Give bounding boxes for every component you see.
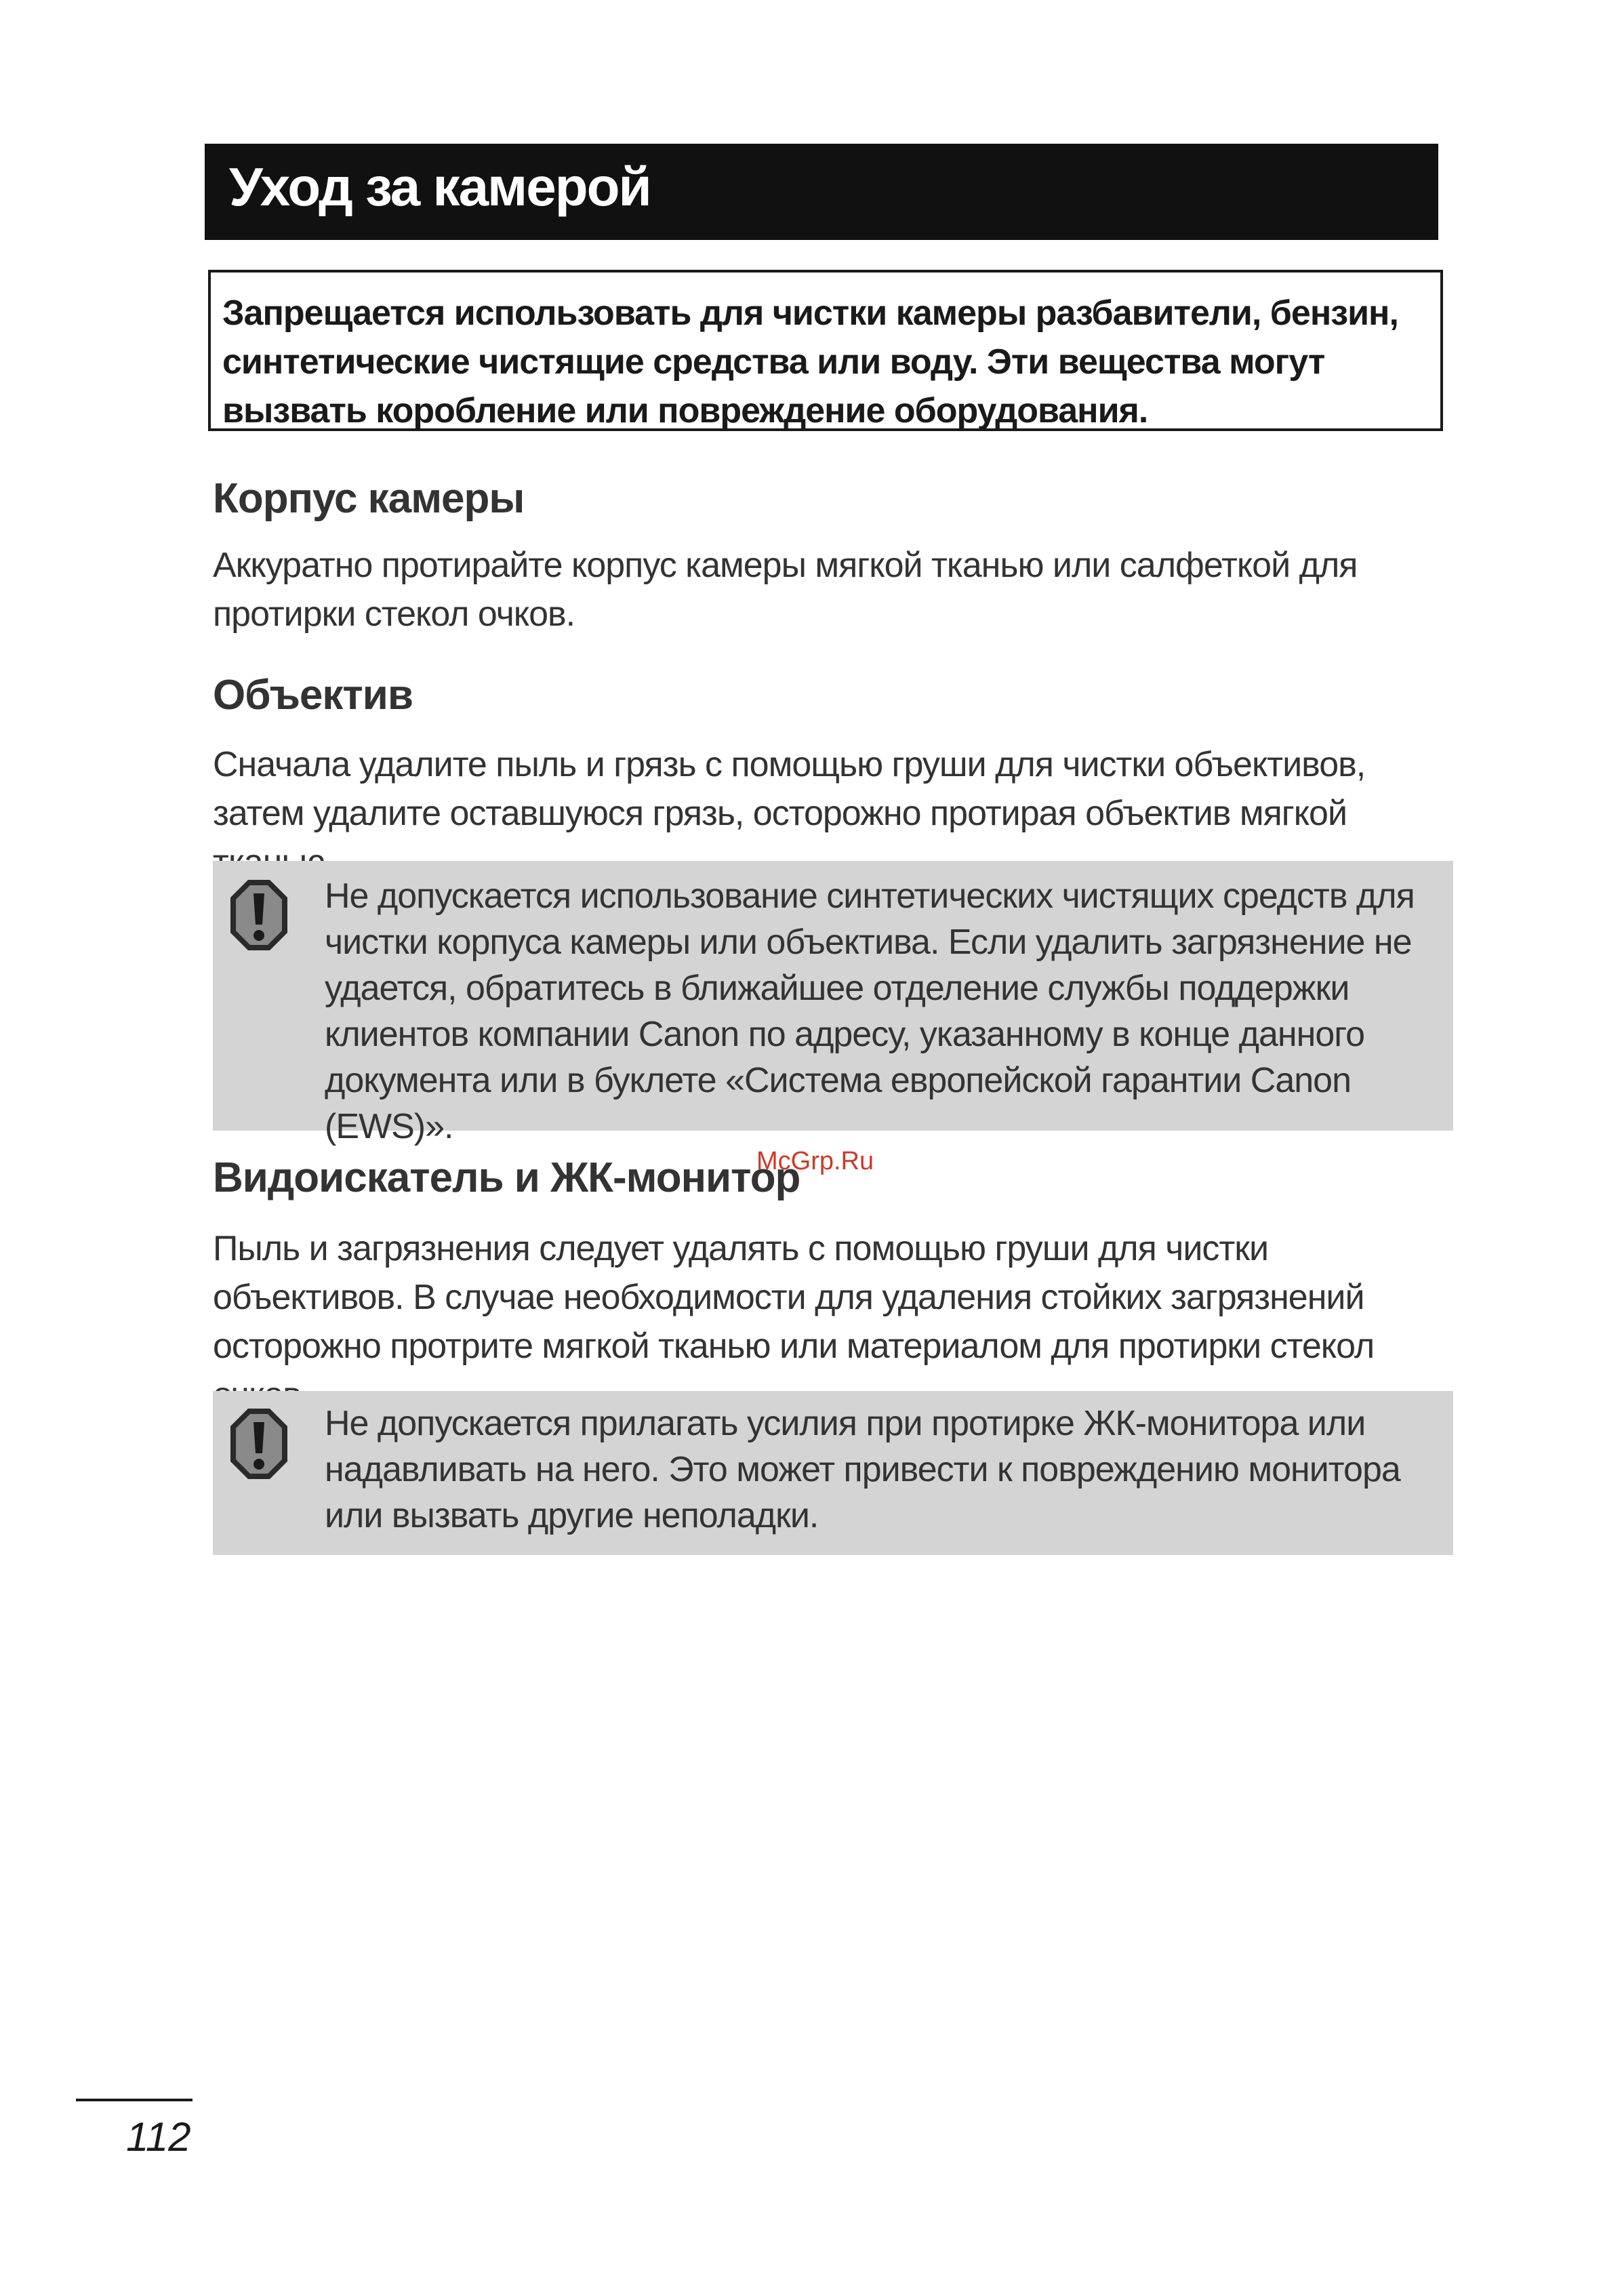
watermark: McGrp.Ru xyxy=(756,1147,874,1175)
section-heading-lens: Объектив xyxy=(213,672,413,719)
page-title-bar xyxy=(205,144,1438,240)
section-text-viewfinder-lcd: Пыль и загрязнения следует удалять с помощью груши для чистки объективов. В случае необходимости для удаления стойких загрязнений осторожно протрите мягкой тканью или материалом для протирки стекол xyxy=(213,1229,1375,1366)
caution-exclamation-icon xyxy=(228,1406,290,1482)
caution-text-lens: Не допускается использование синтетических чистящих средств для чистки корпуса камеры или объектива. Если удалить загрязнение не удается, обратитесь в ближайшее отделение службы поддержки клиентов компании Canon по адресу, указанному в конце данного документа или в буклете «Система европейской гарантии Canon (EWS)». xyxy=(325,876,1415,1146)
page-title: Уход за камерой xyxy=(229,157,651,217)
section-heading-viewfinder-lcd: Видоискатель и ЖК-монитор xyxy=(213,1154,800,1201)
caution-exclamation-icon xyxy=(228,877,290,953)
page-number: 112 xyxy=(126,2114,191,2160)
section-text-lens: Сначала удалите пыль и грязь с помощью груши для чистки объективов, затем удалите оставшуюся грязь, осторожно протирая объектив мягкой xyxy=(213,745,1366,833)
section-text-camera-body: Аккуратно протирайте корпус камеры мягкой тканью или салфеткой для протирки стекол очков. xyxy=(213,546,1358,634)
caution-text-lcd: Не допускается прилагать усилия при протирке ЖК-монитора или надавливать на него. Это может привести к повреждению монитора или вызвать другие неполадки. xyxy=(325,1404,1400,1535)
section-heading-camera-body: Корпус камеры xyxy=(213,475,525,522)
footer-rule xyxy=(76,2099,192,2101)
warning-box: Запрещается использовать для чистки камеры разбавители, бензин, синтетические чистящие средства или воду. Эти вещества могут вызвать коробление или повреждение оборудования. xyxy=(208,270,1443,431)
caution-box-lcd xyxy=(213,1391,1453,1555)
caution-box-lens xyxy=(213,861,1453,1146)
